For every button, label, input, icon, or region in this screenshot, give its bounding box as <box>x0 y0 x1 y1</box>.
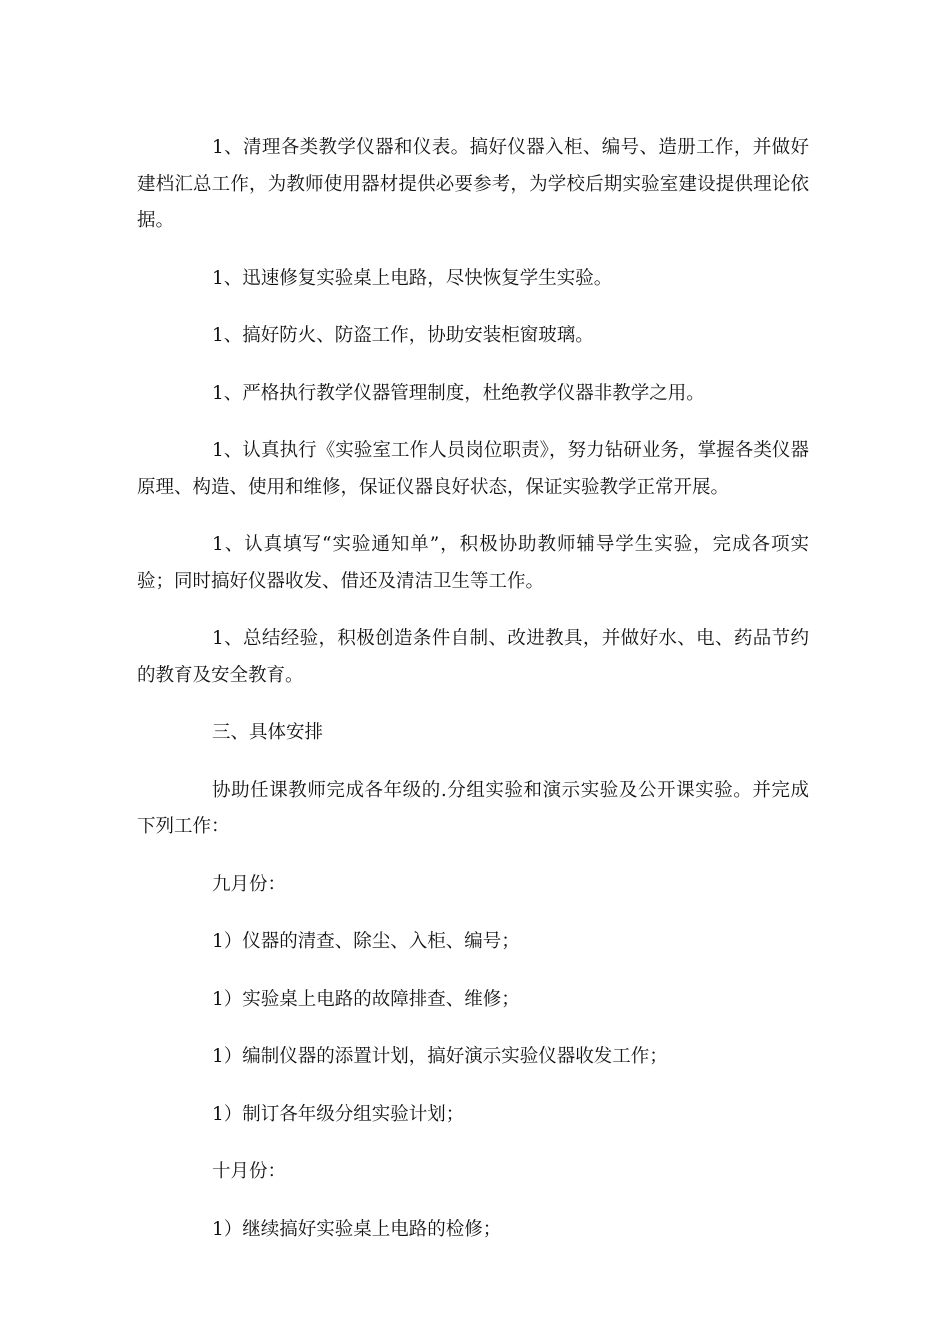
paragraph-assist-teachers: 协助任课教师完成各年级的.分组实验和演示实验及公开课实验。并完成下列工作： <box>137 779 809 837</box>
paragraph-experiment-notice: 1、认真填写“实验通知单”，积极协助教师辅导学生实验，完成各项实验；同时搞好仪器收发、借还及清洁卫生等工作。 <box>137 534 809 592</box>
paragraph-summary: 1、总结经验，积极创造条件自制、改进教具，并做好水、电、药品节约的教育及安全教育。 <box>137 628 809 686</box>
month-heading-september: 九月份： <box>212 873 287 895</box>
list-item: 1）编制仪器的添置计划，搞好演示实验仪器收发工作； <box>212 1046 668 1067</box>
paragraph-job-duties: 1、认真执行《实验室工作人员岗位职责》，努力钻研业务，掌握各类仪器原理、构造、使用和维修，保证仪器良好状态，保证实验教学正常开展。 <box>137 440 809 498</box>
paragraph-management-rules: 1、严格执行教学仪器管理制度，杜绝教学仪器非教学之用。 <box>212 382 705 404</box>
list-item: 1）仪器的清查、除尘、入柜、编号； <box>212 931 520 952</box>
section-heading: 三、具体安排 <box>212 722 324 743</box>
document-page <box>137 130 809 1269</box>
paragraph-fire-theft: 1、搞好防火、防盗工作，协助安装柜窗玻璃。 <box>212 325 594 346</box>
list-item: 1）继续搞好实验桌上电路的检修； <box>212 1218 502 1240</box>
list-item: 1）实验桌上电路的故障排查、维修； <box>212 988 520 1010</box>
paragraph-repair-circuits: 1、迅速修复实验桌上电路，尽快恢复学生实验。 <box>212 267 613 289</box>
paragraph-inventory: 1、清理各类教学仪器和仪表。搞好仪器入柜、编号、造册工作，并做好建档汇总工作，为教师使用器材提供必要参考，为学校后期实验室建设提供理论依据。 <box>137 137 809 231</box>
month-heading-october: 十月份： <box>212 1161 287 1182</box>
list-item: 1）制订各年级分组实验计划； <box>212 1103 465 1125</box>
